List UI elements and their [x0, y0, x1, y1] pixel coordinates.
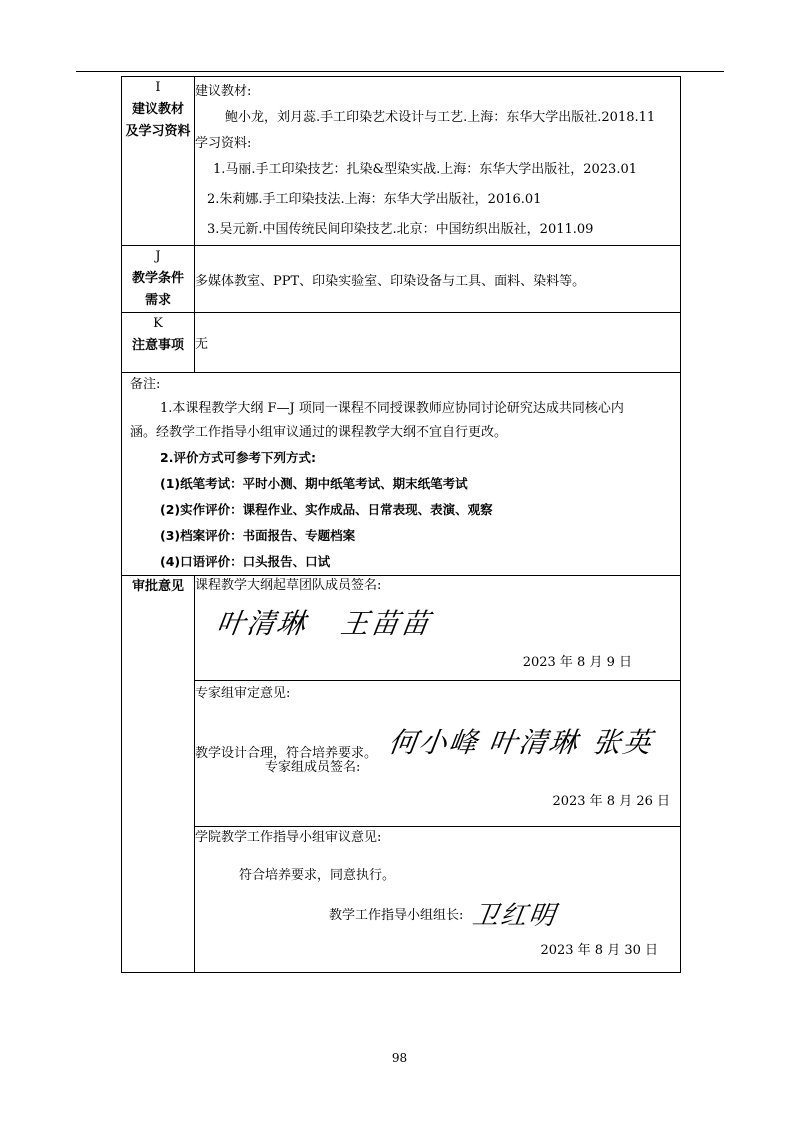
textbook-heading: 建议教材: [195, 84, 252, 99]
material-item-2: 2.朱莉娜.手工印染技法.上海：东华大学出版社，2016.01 [207, 192, 542, 207]
page-number: 98 [391, 1051, 408, 1065]
college-opinion: 符合培养要求，同意执行。 [239, 868, 396, 883]
drafting-heading: 课程教学大纲起草团队成员签名: [195, 578, 382, 593]
remarks-method-3: (3)档案评价：书面报告、专题档案 [160, 528, 356, 543]
label-textbooks [122, 77, 195, 246]
signature-expert-2: 叶清琳 [486, 726, 582, 759]
content-attention [195, 313, 681, 373]
signature-drafter-2: 王苗苗 [338, 607, 434, 640]
expert-date: 2023 年 8 月 26 日 [552, 794, 670, 809]
row-remarks [122, 373, 681, 576]
signature-expert-3: 张英 [590, 726, 656, 759]
conditions-text: 多媒体教室、PPT、印染实验室、印染设备与工具、面料、染料等。 [195, 273, 586, 289]
textbook-item: 鲍小龙，刘月蕊.手工印染艺术设计与工艺.上海：东华大学出版社.2018.11 [225, 110, 656, 125]
signature-expert-1: 何小峰 [386, 726, 482, 759]
expert-opinion-row [195, 721, 680, 761]
signature-drafter-1: 叶清琳 [214, 607, 310, 640]
content-expert [195, 681, 681, 827]
header-rule [76, 71, 724, 72]
row-drafting-signatures [122, 576, 681, 681]
label-code-j: J [155, 249, 161, 264]
label-code-k: K [153, 316, 163, 331]
label-approval-text: 审批意见 [131, 579, 184, 594]
label-conditions-line2: 需求 [144, 293, 171, 308]
remarks-note-1b: 涵。经教学工作指导小组审议通过的课程教学大纲不宜自行更改。 [130, 425, 508, 440]
college-date: 2023 年 8 月 30 日 [540, 943, 658, 958]
content-drafting [195, 576, 681, 681]
row-notes-attention [122, 313, 681, 373]
label-approval [122, 576, 195, 973]
label-attention-line1: 注意事项 [131, 338, 184, 353]
materials-heading: 学习资料: [195, 136, 252, 151]
signature-college-leader: 卫红明 [470, 901, 560, 931]
content-college [195, 827, 681, 973]
expert-heading: 专家组审定意见: [195, 686, 291, 701]
expert-opinion: 教学设计合理，符合培养要求。 [195, 746, 378, 761]
label-textbooks-line1: 建议教材 [131, 102, 184, 117]
remarks-method-2: (2)实作评价：课程作业、实作成品、日常表现、表演、观察 [160, 502, 493, 517]
college-sign-label: 教学工作指导小组组长: [329, 908, 464, 923]
attention-text: 无 [195, 337, 209, 352]
remarks-method-1: (1)纸笔考试：平时小测、期中纸笔考试、期末纸笔考试 [160, 476, 468, 491]
material-item-3: 3.吴元新.中国传统民间印染技艺.北京：中国纺织出版社，2011.09 [207, 222, 594, 237]
label-conditions [122, 246, 195, 313]
label-code-i: I [155, 80, 161, 95]
content-remarks [122, 373, 681, 576]
remarks-note-2: 2.评价方式可参考下列方式: [160, 450, 316, 465]
remarks-heading: 备注: [130, 377, 161, 392]
expert-sign-label: 专家组成员签名: [265, 760, 361, 775]
row-expert-review [122, 681, 681, 827]
label-conditions-line1: 教学条件 [131, 271, 184, 286]
remarks-method-4: (4)口语评价：口头报告、口试 [160, 554, 331, 569]
drafting-date: 2023 年 8 月 9 日 [522, 655, 632, 670]
material-item-1: 1.马丽.手工印染技艺：扎染&型染实战.上海：东华大学出版社，2023.01 [213, 162, 637, 177]
label-attention [122, 313, 195, 373]
row-conditions [122, 246, 681, 313]
content-conditions [195, 246, 681, 313]
college-sign-row [195, 895, 680, 932]
college-heading: 学院教学工作指导小组审议意见: [195, 830, 382, 845]
label-textbooks-line2: 及学习资料 [125, 124, 191, 139]
drafting-signatures [195, 602, 680, 648]
syllabus-table [121, 76, 681, 973]
row-textbooks [122, 77, 681, 246]
remarks-note-1a: 1.本课程教学大纲 F—J 项同一课程不同授课教师应协同讨论研究达成共同核心内 [160, 401, 624, 416]
content-textbooks [195, 77, 681, 246]
row-college-review [122, 827, 681, 973]
